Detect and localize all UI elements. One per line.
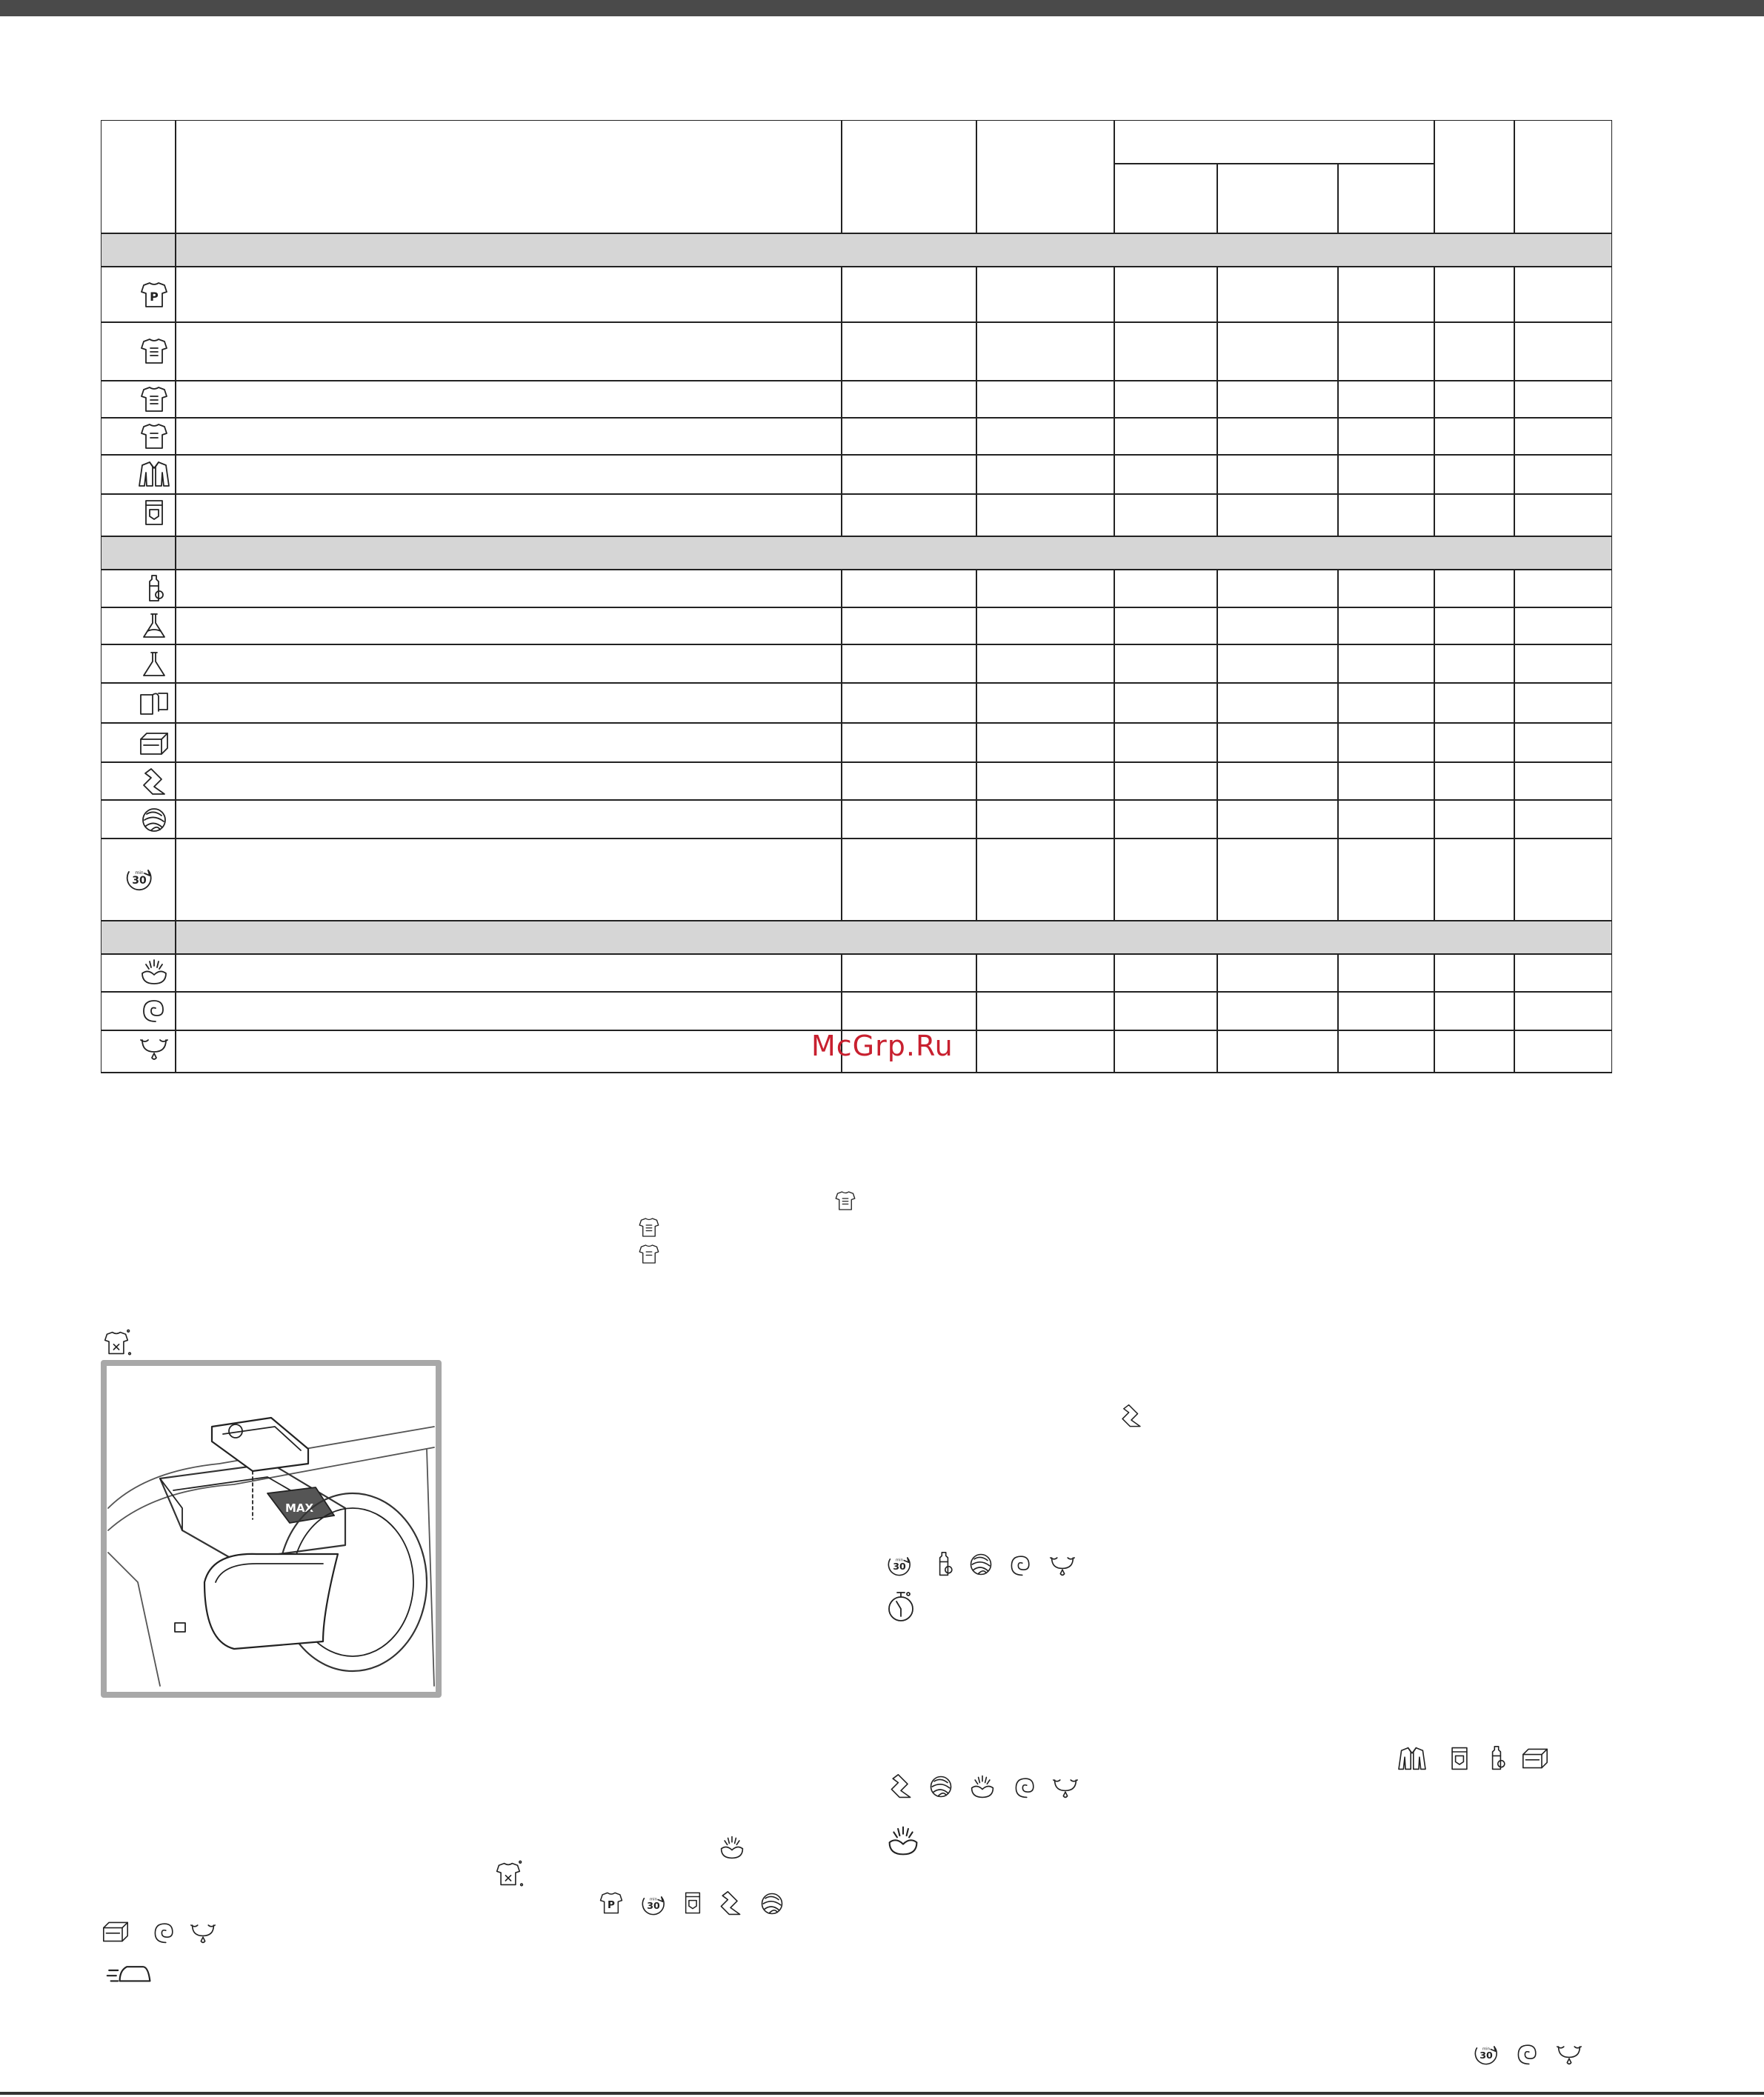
bedding-icon — [101, 1918, 130, 1945]
shirt-p-icon — [139, 280, 169, 310]
spin-icon — [1012, 1773, 1039, 1800]
rapid-30-icon — [1473, 2040, 1500, 2067]
shirt-lines-icon — [638, 1216, 660, 1238]
wool-icon — [139, 805, 169, 835]
baby-bottle-icon — [931, 1551, 957, 1578]
drain-icon — [1556, 2040, 1582, 2067]
silk-icon — [139, 767, 169, 797]
baby-bottle-icon — [139, 574, 169, 604]
wool-icon — [968, 1551, 994, 1578]
jeans-icon — [139, 498, 169, 527]
silk-icon — [888, 1773, 914, 1800]
flask-icon — [139, 650, 169, 680]
rinse-icon — [969, 1773, 996, 1800]
flask-icon — [139, 612, 169, 641]
rinse-icon — [139, 957, 169, 987]
iron-icon — [104, 1961, 157, 1988]
top-bar — [0, 0, 1764, 16]
shirt-lines-icon — [139, 384, 169, 414]
spin-icon — [1514, 2040, 1541, 2067]
detergent-drawer-illustration — [101, 1360, 442, 1698]
rapid-30-icon — [640, 1890, 667, 1917]
silk-icon — [1119, 1404, 1144, 1429]
programme-table — [101, 120, 1612, 1076]
stain-icon — [103, 1330, 130, 1356]
rinse-icon — [719, 1834, 745, 1861]
towels-icon — [139, 689, 169, 719]
drain-icon — [190, 1918, 216, 1945]
stain-icon — [495, 1861, 522, 1887]
shirt-lines-icon — [139, 336, 169, 366]
drain-icon — [139, 1033, 169, 1062]
spin-icon — [139, 995, 169, 1024]
silk-icon — [717, 1890, 744, 1917]
jeans-icon — [1446, 1745, 1473, 1772]
wool-icon — [928, 1773, 954, 1800]
jeans-icon — [680, 1890, 705, 1916]
jacket-icon — [1399, 1745, 1425, 1772]
watermark: McGrp.Ru — [811, 1030, 953, 1062]
bedding-icon — [1520, 1745, 1550, 1772]
bottom-rule — [0, 2092, 1764, 2095]
shirt-lines-icon — [638, 1243, 660, 1265]
drain-icon — [1052, 1773, 1079, 1800]
shirt-lines-icon — [834, 1190, 856, 1212]
svg-text:P: P — [608, 1898, 615, 1911]
shirt-p-icon — [599, 1890, 624, 1916]
rinse-icon — [886, 1824, 920, 1858]
jacket-icon — [139, 459, 169, 489]
timer-icon — [886, 1591, 916, 1621]
drain-icon — [1049, 1551, 1076, 1578]
shirt-lines-icon — [139, 421, 169, 451]
max-label: MAX — [284, 1501, 314, 1515]
rapid-30-icon — [124, 863, 154, 893]
svg-text:P: P — [150, 290, 159, 304]
spin-icon — [1008, 1551, 1034, 1578]
baby-bottle-icon — [1483, 1745, 1510, 1772]
bedding-icon — [139, 729, 169, 759]
wool-icon — [759, 1890, 785, 1917]
spin-icon — [151, 1918, 178, 1945]
rapid-30-icon — [886, 1551, 913, 1578]
